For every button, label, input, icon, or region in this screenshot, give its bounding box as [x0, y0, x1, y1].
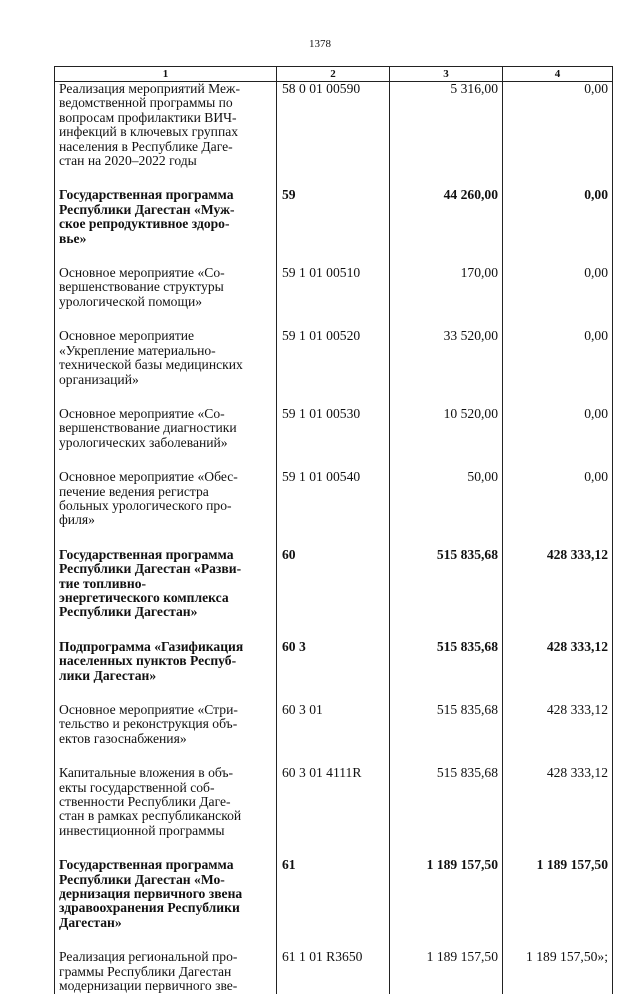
row-code-cell [277, 329, 390, 407]
row-name-cell-text: Основное мероприятие «Обес- печение ведения регистра больных урологического про- филя» [59, 469, 238, 528]
row-code-cell [277, 188, 390, 266]
row-value-2020-cell-text: 10 520,00 [443, 405, 498, 421]
row-value-2021-cell-text: 1 189 157,50»; [526, 949, 608, 965]
row-code-cell [277, 950, 390, 993]
row-code-cell-text: 59 [282, 187, 296, 203]
column-header-4: 4 [503, 67, 613, 82]
row-code-cell [277, 703, 390, 766]
row-value-2020-cell-text: 515 835,68 [436, 546, 498, 562]
row-value-2021-cell-text: 428 333,12 [546, 546, 608, 562]
table-row [55, 858, 613, 950]
row-value-2020-cell-text: 515 835,68 [436, 702, 498, 717]
row-value-2021-cell [503, 470, 613, 548]
row-code-cell [277, 858, 390, 950]
table-row [55, 266, 613, 329]
row-name-cell [55, 640, 277, 703]
row-value-2021-cell-text: 1 189 157,50 [536, 857, 608, 873]
row-code-cell-text: 60 3 [282, 638, 306, 654]
row-value-2021-cell-text: 428 333,12 [546, 702, 608, 717]
row-code-cell-text: 59 1 01 00520 [282, 328, 361, 344]
row-value-2020-cell [390, 858, 503, 950]
row-value-2021-cell [503, 703, 613, 766]
row-value-2020-cell-text: 5 316,00 [450, 81, 498, 96]
row-value-2021-cell [503, 188, 613, 266]
row-name-cell-text: Основное мероприятие «Укрепление материально- технической базы медицинских организаций» [59, 328, 243, 387]
row-value-2021-cell [503, 82, 613, 189]
row-name-cell [55, 766, 277, 858]
row-value-2020-cell [390, 548, 503, 640]
row-code-cell-text: 59 1 01 00540 [282, 469, 361, 485]
row-value-2021-cell [503, 266, 613, 329]
row-code-cell [277, 548, 390, 640]
row-value-2020-cell [390, 407, 503, 470]
row-code-cell-text: 61 1 01 R3650 [282, 949, 363, 965]
table-row [55, 470, 613, 548]
row-value-2020-cell-text: 170,00 [460, 265, 498, 281]
row-value-2020-cell [390, 950, 503, 993]
row-name-cell [55, 703, 277, 766]
row-value-2021-cell [503, 407, 613, 470]
row-name-cell-text: Основное мероприятие «Стри- тельство и реконструкция объ- ектов газоснабжения» [59, 702, 238, 746]
row-value-2021-cell [503, 858, 613, 950]
budget-table [54, 66, 613, 994]
row-name-cell [55, 858, 277, 950]
row-value-2020-cell-text: 1 189 157,50 [426, 857, 498, 873]
row-value-2021-cell-text: 0,00 [584, 328, 608, 344]
row-name-cell [55, 470, 277, 548]
row-code-cell-text: 61 [282, 857, 296, 873]
table-row [55, 640, 613, 703]
table-row [55, 703, 613, 766]
row-value-2021-cell-text: 428 333,12 [546, 638, 608, 654]
row-value-2021-cell-text: 0,00 [584, 265, 608, 281]
row-code-cell [277, 766, 390, 858]
row-value-2021-cell-text: 0,00 [584, 81, 608, 96]
row-value-2020-cell-text: 33 520,00 [443, 328, 498, 344]
row-value-2021-cell-text: 0,00 [584, 187, 608, 203]
row-value-2020-cell [390, 188, 503, 266]
row-value-2021-cell-text: 428 333,12 [546, 765, 608, 781]
row-name-cell [55, 407, 277, 470]
column-header-2: 2 [277, 67, 390, 82]
row-value-2020-cell [390, 703, 503, 766]
row-name-cell-text: Реализация региональной про- граммы Республики Дагестан модернизации первичного зве- [59, 949, 238, 994]
table-header-row [55, 67, 613, 82]
row-value-2020-cell-text: 515 835,68 [436, 638, 498, 654]
row-value-2020-cell [390, 640, 503, 703]
row-value-2021-cell [503, 329, 613, 407]
row-value-2020-cell [390, 329, 503, 407]
row-code-cell-text: 59 1 01 00510 [282, 265, 361, 281]
row-name-cell-text: Государственная программа Республики Дагестан «Муж- ское репродуктивное здоро- вье» [59, 187, 235, 246]
row-code-cell [277, 640, 390, 703]
row-value-2020-cell-text: 44 260,00 [443, 187, 498, 203]
table-row [55, 766, 613, 858]
row-name-cell-text: Основное мероприятие «Со- вершенствование диагностики урологических заболеваний» [59, 405, 237, 450]
table-row [55, 950, 613, 993]
row-code-cell [277, 470, 390, 548]
table-row [55, 82, 613, 189]
row-code-cell [277, 407, 390, 470]
column-header-1: 1 [55, 67, 277, 82]
row-value-2021-cell-text: 0,00 [584, 469, 608, 485]
table-row [55, 548, 613, 640]
row-code-cell-text: 58 0 01 00590 [282, 81, 361, 96]
row-value-2021-cell [503, 640, 613, 703]
row-code-cell [277, 82, 390, 189]
row-value-2020-cell-text: 515 835,68 [436, 765, 498, 781]
row-value-2020-cell [390, 766, 503, 858]
row-name-cell-text: Подпрограмма «Газификация населенных пунктов Респуб- лики Дагестан» [59, 638, 244, 683]
row-code-cell [277, 266, 390, 329]
row-value-2021-cell-text: 0,00 [584, 405, 608, 421]
table-row [55, 188, 613, 266]
row-name-cell [55, 82, 277, 189]
page-number: 1378 [309, 38, 331, 50]
column-header-3: 3 [390, 67, 503, 82]
row-value-2020-cell [390, 266, 503, 329]
row-name-cell-text: Государственная программа Республики Дагестан «Разви- тие топливно- энергетического комплекса Республики Дагестан» [59, 546, 242, 620]
row-value-2020-cell [390, 82, 503, 189]
row-value-2021-cell [503, 950, 613, 993]
row-name-cell-text: Капитальные вложения в объ- екты государственной соб- ственности Республики Даге- стан в рамках республиканской инвестиционной программы [59, 765, 242, 838]
row-name-cell-text: Основное мероприятие «Со- вершенствование структуры урологической помощи» [59, 265, 225, 309]
table-row [55, 407, 613, 470]
row-value-2020-cell-text: 50,00 [467, 469, 498, 485]
row-name-cell [55, 266, 277, 329]
row-name-cell-text: Государственная программа Республики Дагестан «Мо- дернизация первичного звена здравоохранения Республики Дагестан» [59, 857, 243, 930]
row-name-cell [55, 188, 277, 266]
row-value-2021-cell [503, 766, 613, 858]
row-code-cell-text: 59 1 01 00530 [282, 405, 361, 421]
row-value-2020-cell-text: 1 189 157,50 [426, 949, 498, 965]
row-value-2020-cell [390, 470, 503, 548]
row-code-cell-text: 60 3 01 [282, 702, 323, 717]
row-code-cell-text: 60 3 01 4111R [282, 765, 362, 781]
row-name-cell [55, 950, 277, 993]
table-row [55, 329, 613, 407]
table-body [55, 82, 613, 994]
row-value-2021-cell [503, 548, 613, 640]
row-name-cell [55, 329, 277, 407]
row-code-cell-text: 60 [282, 546, 296, 562]
row-name-cell [55, 548, 277, 640]
row-name-cell-text: Реализация мероприятий Меж- ведомственной программы по вопросам профилактики ВИЧ- инфекций в ключевых группах населения в Республике Даге- стан на 2020–2022 годы [59, 81, 240, 169]
